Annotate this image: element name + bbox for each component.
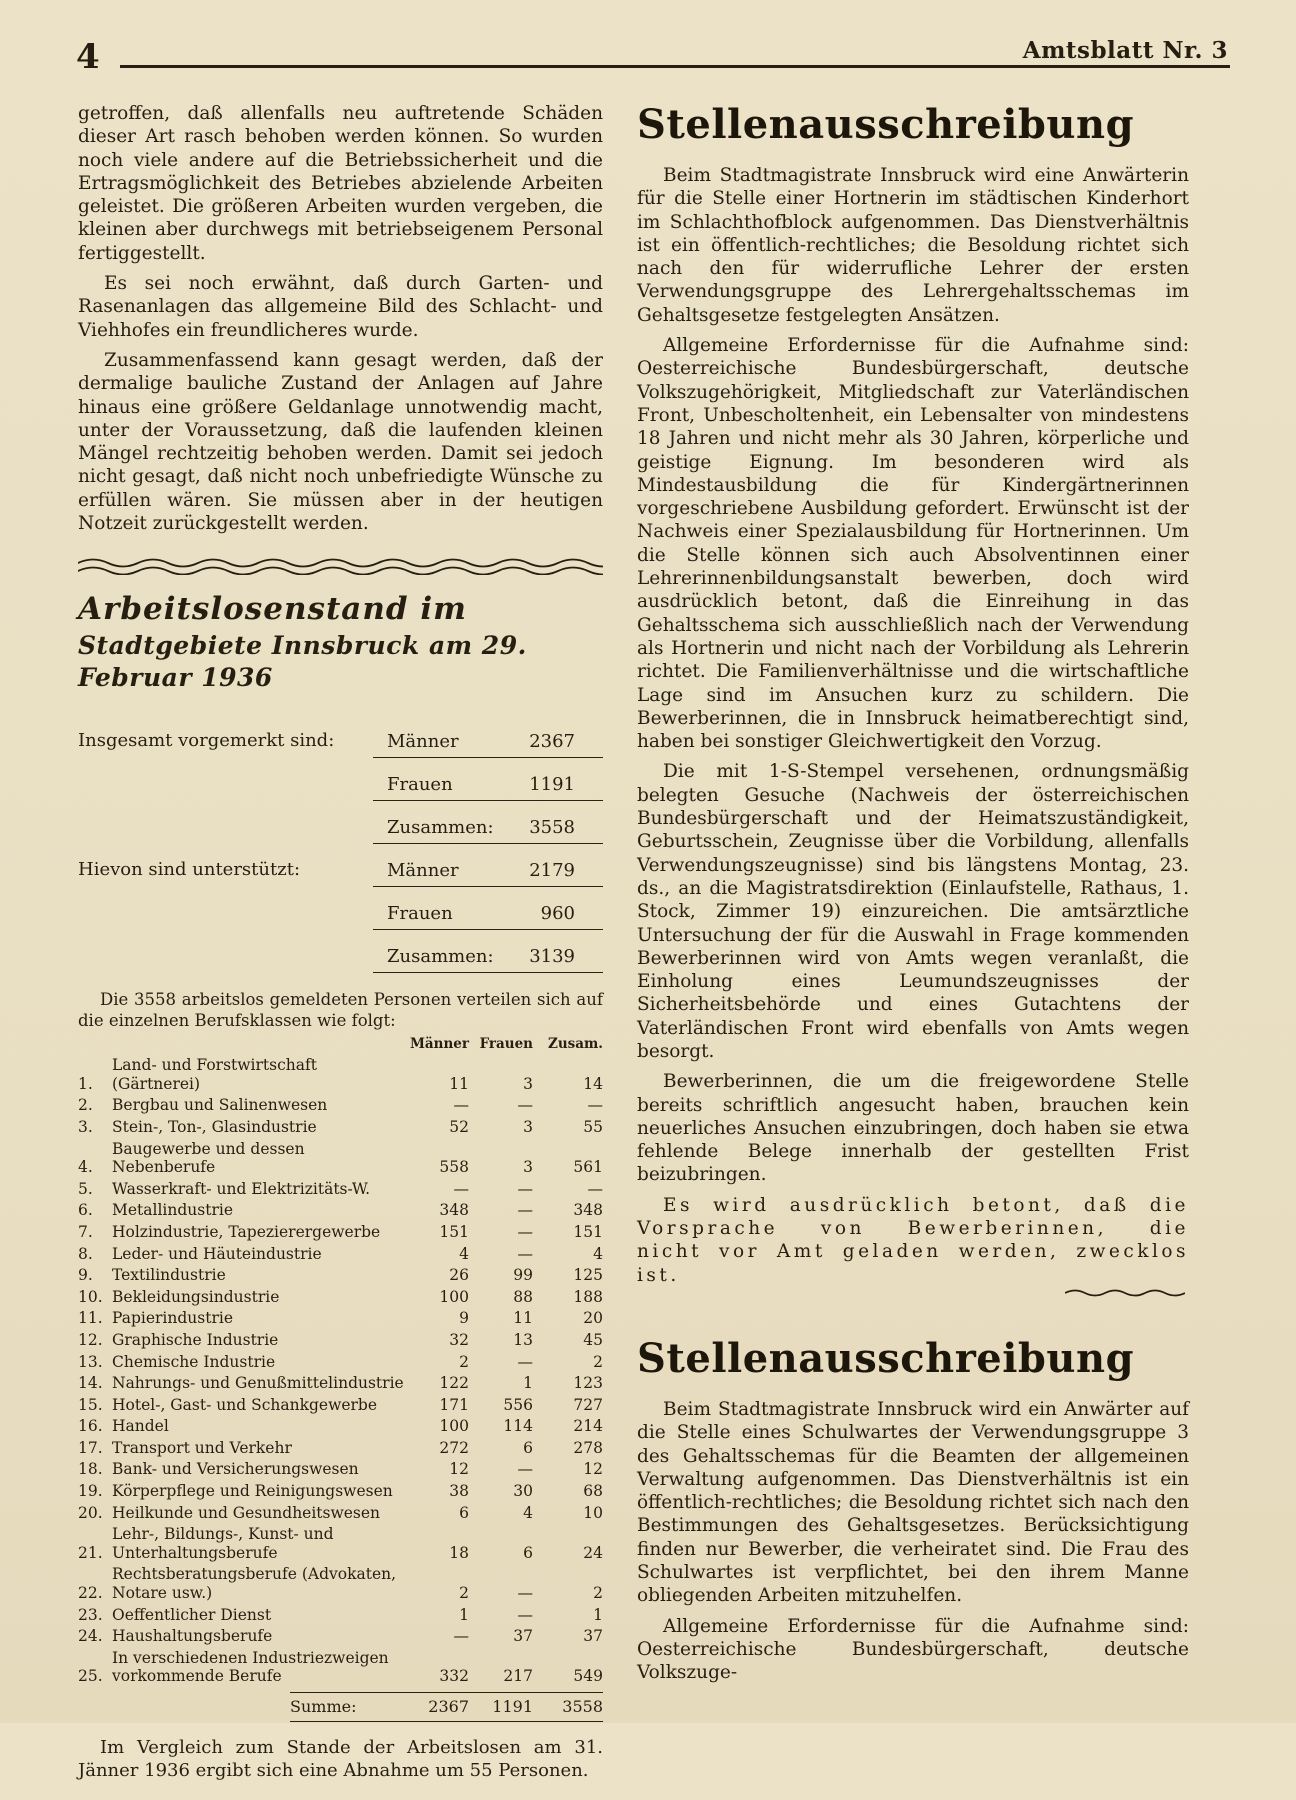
value-frauen: — bbox=[517, 1179, 533, 1198]
occupation-row bbox=[78, 1604, 603, 1626]
value-maenner: 12 bbox=[449, 1460, 469, 1479]
occupation-row bbox=[78, 1243, 603, 1265]
occupation-row bbox=[78, 1308, 603, 1330]
summary-row-label: Hievon sind unterstützt: bbox=[78, 858, 301, 880]
occupation-row bbox=[78, 1416, 603, 1438]
value-zusammen: 123 bbox=[573, 1374, 603, 1393]
summary-value-name: Frauen bbox=[387, 773, 453, 795]
occupation-row bbox=[78, 1200, 603, 1222]
occupation-label: Rechtsberatungsberufe (Advokaten, Notare usw.) bbox=[112, 1565, 397, 1603]
sum-row bbox=[290, 1692, 603, 1722]
announcement-paragraph: Allgemeine Erfordernisse für die Aufnahme sind: Oesterreichische Bundesbürgerschaft, deutsche Volkszuge- bbox=[637, 1615, 1189, 1684]
occupation-row bbox=[78, 1394, 603, 1416]
row-number: 15. bbox=[78, 1395, 103, 1414]
value-maenner: 4 bbox=[459, 1244, 469, 1263]
sum-frauen: 1191 bbox=[492, 1696, 533, 1716]
value-zusammen: 2 bbox=[593, 1352, 603, 1371]
summary-row bbox=[78, 715, 603, 758]
announcement-paragraph: Beim Stadtmagistrate Innsbruck wird eine Anwärterin für die Stelle einer Hortnerin im städtischen Kinderhort im Schlachthofblock aufgenommen. Das Dienstverhältnis ist ein öffentlich-rechtliches; die Besoldung richtet sich nach den für widerrufliche Lehrer der ersten Verwendungsgruppe des Lehrergehaltsschemas im Gehaltsgesetze festgelegten Ansätzen. bbox=[637, 165, 1189, 326]
occupation-label: Papierindustrie bbox=[112, 1309, 234, 1328]
value-zusammen: 37 bbox=[583, 1627, 603, 1646]
value-zusammen: 45 bbox=[583, 1330, 603, 1349]
section-heading: Stellenausschreibung bbox=[637, 101, 1135, 148]
value-maenner: — bbox=[453, 1179, 469, 1198]
summary-row-label bbox=[78, 966, 373, 973]
occupation-table-header bbox=[78, 1036, 603, 1055]
occupation-label: Chemische Industrie bbox=[112, 1352, 276, 1371]
value-frauen: — bbox=[517, 1096, 533, 1115]
summary-value-number: 2179 bbox=[529, 859, 575, 881]
occupation-row bbox=[78, 1373, 603, 1395]
masthead bbox=[76, 30, 1230, 78]
value-frauen: 3 bbox=[523, 1117, 533, 1136]
value-frauen: 13 bbox=[513, 1330, 533, 1349]
value-frauen: 30 bbox=[513, 1482, 533, 1501]
value-frauen: 88 bbox=[513, 1287, 533, 1306]
occupation-row bbox=[78, 1459, 603, 1481]
occupation-row bbox=[78, 1116, 603, 1138]
left-paragraph-block bbox=[78, 102, 603, 535]
section-heading: Stellenausschreibung bbox=[637, 1334, 1135, 1382]
row-number: 18. bbox=[78, 1460, 103, 1479]
squiggle-divider bbox=[637, 1288, 1185, 1298]
sum-zusammen: 3558 bbox=[562, 1696, 603, 1716]
occupation-table bbox=[78, 1036, 603, 1688]
comparison-note: Im Vergleich zum Stande der Arbeitslosen am 31. Jänner 1936 ergibt sich eine Abnahme um 55 Personen. bbox=[78, 1736, 603, 1781]
occupation-label: In verschiedenen Industriezweigen vorkommende Berufe bbox=[112, 1648, 389, 1686]
row-number: 11. bbox=[78, 1309, 103, 1328]
value-maenner: 11 bbox=[449, 1074, 469, 1093]
occupation-row bbox=[78, 1437, 603, 1459]
occupation-row bbox=[78, 1524, 603, 1564]
summary-row bbox=[78, 887, 603, 930]
section-title-line1: Arbeitslosenstand im bbox=[78, 591, 467, 628]
value-frauen: — bbox=[517, 1460, 533, 1479]
occupation-row bbox=[78, 1221, 603, 1243]
occupation-label: Bekleidungsindustrie bbox=[112, 1287, 280, 1306]
left-paragraph: getroffen, daß allenfalls neu auftretende Schäden dieser Art rasch behoben werden können. So wurden noch viele andere auf die Betriebssicherheit und die Ertragsmöglichkeit des Betriebes abzielende Arbeiten geleistet. Die größeren Arbeiten wurden vergeben, die kleinen aber durchwegs mit betriebseigenem Personal fertiggestellt. bbox=[78, 103, 603, 264]
value-zusammen: 214 bbox=[573, 1417, 603, 1436]
value-frauen: 217 bbox=[503, 1667, 533, 1686]
value-maenner: 52 bbox=[449, 1117, 469, 1136]
occupation-row bbox=[78, 1626, 603, 1648]
value-maenner: 38 bbox=[449, 1482, 469, 1501]
value-zusammen: 125 bbox=[573, 1266, 603, 1285]
occupation-table-body bbox=[78, 1055, 603, 1688]
row-number: 21. bbox=[78, 1543, 103, 1562]
value-frauen: 37 bbox=[513, 1627, 533, 1646]
value-maenner: 1 bbox=[459, 1605, 469, 1624]
announcement-paragraph: Beim Stadtmagistrate Innsbruck wird ein Anwärter auf die Stelle eines Schulwartes der Verwendungsgruppe 3 des Gehaltsschemas für die Beamten der allgemeinen Verwaltung aufgenommen. Das Dienstverhältnis ist ein öffentlich-rechtliches; die Besoldung richtet sich nach den Bestimmungen des Gehaltsgesetzes. Berücksichtigung finden nur Bewerber, die verheiratet sind. Die Frau des Schulwartes ist verpflichtet, bei den ihrem Manne obliegenden Arbeiten mitzuhelfen. bbox=[637, 1398, 1189, 1607]
occupation-row bbox=[78, 1265, 603, 1287]
value-zusammen: — bbox=[587, 1096, 603, 1115]
summary-row-label bbox=[78, 923, 373, 930]
column-header-frauen: Frauen bbox=[479, 1035, 533, 1052]
value-zusammen: 24 bbox=[583, 1543, 603, 1562]
summary-row-value bbox=[373, 731, 603, 758]
value-maenner: 332 bbox=[439, 1667, 469, 1686]
value-zusammen: 68 bbox=[583, 1482, 603, 1501]
row-number: 19. bbox=[78, 1482, 103, 1501]
value-frauen: 3 bbox=[523, 1074, 533, 1093]
value-maenner: 32 bbox=[449, 1330, 469, 1349]
announcement-paragraph: Die mit 1-S-Stempel versehenen, ordnungsmäßig belegten Gesuche (Nachweis der österreichischen Bundesbürgerschaft und der Heimatszuständigkeit, Geburtsschein, Zeugnisse über die Vorbildung, allenfalls Verwendungszeugnisse) sind bis längstens Montag, 23. ds., an die Magistratsdirektion (Einlaufstelle, Rathaus, 1. Stock, Zimmer 19) einzureichen. Die amtsärztliche Untersuchung der für die Auswahl in Frage kommenden Bewerberinnen wird von Amts wegen veranlaßt, die Einholung eines Leumundszeugnisses der Sicherheitsbehörde und eines Gutachtens der Vaterländischen Front wird ebenfalls von Amts wegen besorgt. bbox=[637, 761, 1189, 1062]
left-column bbox=[78, 102, 603, 1800]
occupation-label: Nahrungs- und Genußmittelindustrie bbox=[112, 1374, 404, 1393]
row-number: 14. bbox=[78, 1374, 103, 1393]
summary-row-value bbox=[373, 903, 603, 930]
value-frauen: 99 bbox=[513, 1266, 533, 1285]
row-number: 9. bbox=[78, 1266, 93, 1285]
value-frauen: — bbox=[517, 1605, 533, 1624]
summary-row-value bbox=[373, 860, 603, 887]
row-number: 5. bbox=[78, 1179, 93, 1198]
occupation-label: Baugewerbe und dessen Nebenberufe bbox=[112, 1139, 305, 1177]
value-frauen: 6 bbox=[523, 1438, 533, 1457]
value-maenner: — bbox=[453, 1096, 469, 1115]
occupation-label: Körperpflege und Reinigungswesen bbox=[112, 1482, 393, 1501]
row-number: 22. bbox=[78, 1584, 103, 1603]
summary-value-number: 3139 bbox=[529, 945, 575, 967]
occupation-row bbox=[78, 1481, 603, 1503]
row-number: 16. bbox=[78, 1417, 103, 1436]
summary-row-value bbox=[373, 774, 603, 801]
occupation-label: Bergbau und Salinenwesen bbox=[112, 1096, 328, 1115]
summary-row-label: Insgesamt vorgemerkt sind: bbox=[78, 729, 335, 751]
row-number: 12. bbox=[78, 1330, 103, 1349]
value-frauen: 11 bbox=[513, 1309, 533, 1328]
unemployment-summary bbox=[78, 715, 603, 973]
column-header-zusammen: Zusam. bbox=[547, 1035, 603, 1052]
summary-value-number: 1191 bbox=[529, 773, 575, 795]
page-number: 4 bbox=[76, 37, 100, 77]
value-maenner: 9 bbox=[459, 1309, 469, 1328]
value-maenner: 171 bbox=[439, 1395, 469, 1414]
summary-value-number: 960 bbox=[540, 902, 575, 924]
content-columns bbox=[78, 102, 1296, 1800]
row-number: 24. bbox=[78, 1627, 103, 1646]
sum-label: Summe: bbox=[290, 1696, 357, 1716]
header-spacer bbox=[78, 1036, 405, 1055]
value-maenner: — bbox=[453, 1627, 469, 1646]
summary-value-name: Zusammen: bbox=[387, 816, 494, 838]
value-zusammen: 549 bbox=[573, 1667, 603, 1686]
value-zusammen: 151 bbox=[573, 1222, 603, 1241]
value-maenner: 26 bbox=[449, 1266, 469, 1285]
occupation-label: Leder- und Häuteindustrie bbox=[112, 1244, 322, 1263]
occupation-row bbox=[78, 1329, 603, 1351]
section-title-line2: Stadtgebiete Innsbruck am 29. Februar 1936 bbox=[78, 630, 527, 693]
row-number: 25. bbox=[78, 1667, 103, 1686]
value-maenner: 100 bbox=[439, 1417, 469, 1436]
value-zusammen: 561 bbox=[573, 1158, 603, 1177]
row-number: 4. bbox=[78, 1158, 93, 1177]
occupation-label: Stein-, Ton-, Glasindustrie bbox=[112, 1117, 317, 1136]
value-frauen: 114 bbox=[503, 1417, 533, 1436]
value-frauen: 1 bbox=[523, 1374, 533, 1393]
summary-row-value bbox=[373, 817, 603, 844]
value-zusammen: 55 bbox=[583, 1117, 603, 1136]
occupation-row bbox=[78, 1286, 603, 1308]
summary-value-name: Männer bbox=[387, 730, 459, 752]
announcement-paragraph: Allgemeine Erfordernisse für die Aufnahme sind: Oesterreichische Bundesbürgerschaft, deutsche Volkszugehörigkeit, Mitgliedschaft zur Vaterländischen Front, Unbescholtenheit, ein Lebensalter von mindestens 18 Jahren und nicht mehr als 30 Jahren, körperliche und geistige Eignung. Im besonderen wird als Mindestausbildung die für Kindergärtnerinnen vorgeschriebene Ausbildung gefordert. Erwünscht ist der Nachweis einer Spezialausbildung für Hortnerinnen. Um die Stelle können sich auch Absolventinnen einer Lehrerinnenbildungsanstalt bewerben, doch wird ausdrücklich betont, daß die Einreihung in das Gehaltsschema sich ausschließlich nach der Verwendung als Hortnerin und nicht nach der Vorbildung als Lehrerin richtet. Die Familienverhältnisse und die wirtschaftliche Lage sind im Ansuchen kurz zu schildern. Die Bewerberinnen, die in Innsbruck heimatberechtigt sind, haben bei sonstiger Gleichwertigkeit den Vorzug. bbox=[637, 335, 1189, 753]
occupation-label: Oeffentlicher Dienst bbox=[112, 1605, 272, 1624]
value-maenner: 18 bbox=[449, 1543, 469, 1562]
announcement-paragraph: Bewerberinnen, die um die freigewordene Stelle bereits schriftlich angesucht haben, brauchen kein neuerliches Ansuchen einzubringen, doch haben sie etwa fehlende Belege innerhalb der gestellten Frist beizubringen. bbox=[637, 1071, 1189, 1186]
summary-row bbox=[78, 758, 603, 801]
value-zusammen: 4 bbox=[593, 1244, 603, 1263]
value-zusammen: 727 bbox=[573, 1395, 603, 1414]
value-frauen: — bbox=[517, 1352, 533, 1371]
occupation-label: Land- und Forstwirtschaft (Gärtnerei) bbox=[112, 1056, 317, 1093]
value-frauen: — bbox=[517, 1244, 533, 1263]
occupation-label: Bank- und Versicherungswesen bbox=[112, 1460, 359, 1479]
value-zusammen: 2 bbox=[593, 1584, 603, 1603]
row-number: 3. bbox=[78, 1117, 93, 1136]
value-maenner: 122 bbox=[439, 1374, 469, 1393]
occupation-label: Handel bbox=[112, 1417, 169, 1436]
row-number: 8. bbox=[78, 1244, 93, 1263]
occupation-label: Metallindustrie bbox=[112, 1201, 233, 1220]
occupation-label: Hotel-, Gast- und Schankgewerbe bbox=[112, 1395, 378, 1414]
row-number: 20. bbox=[78, 1503, 103, 1522]
column-header-maenner: Männer bbox=[409, 1035, 469, 1052]
occupation-label: Textilindustrie bbox=[112, 1266, 226, 1285]
row-number: 6. bbox=[78, 1201, 93, 1220]
summary-value-number: 2367 bbox=[529, 730, 575, 752]
occupation-label: Lehr-, Bildungs-, Kunst- und Unterhaltungsberufe bbox=[112, 1525, 334, 1562]
value-frauen: 6 bbox=[523, 1543, 533, 1562]
occupation-label: Transport und Verkehr bbox=[112, 1438, 292, 1457]
wavy-divider bbox=[78, 557, 603, 575]
masthead-title: Amtsblatt Nr. 3 bbox=[1022, 37, 1228, 64]
occupation-row bbox=[78, 1055, 603, 1095]
sum-maenner: 2367 bbox=[428, 1696, 469, 1716]
row-number: 13. bbox=[78, 1352, 103, 1371]
value-frauen: — bbox=[517, 1222, 533, 1241]
value-frauen: 3 bbox=[523, 1158, 533, 1177]
summary-row-label bbox=[78, 794, 373, 801]
summary-value-name: Männer bbox=[387, 859, 459, 881]
value-frauen: 556 bbox=[503, 1395, 533, 1414]
table-intro: Die 3558 arbeitslos gemeldeten Personen verteilen sich auf die einzelnen Berufsklassen wie folgt: bbox=[78, 989, 603, 1031]
announcement-paragraph: Es wird ausdrücklich betont, daß die Vorsprache von Bewerberinnen, die nicht vor Amt geladen werden, zwecklos ist. bbox=[637, 1194, 1189, 1286]
value-maenner: 151 bbox=[439, 1222, 469, 1241]
occupation-row bbox=[78, 1502, 603, 1524]
value-maenner: 272 bbox=[439, 1438, 469, 1457]
value-maenner: 100 bbox=[439, 1287, 469, 1306]
value-zusammen: 188 bbox=[573, 1287, 603, 1306]
summary-value-number: 3558 bbox=[529, 816, 575, 838]
summary-value-name: Zusammen: bbox=[387, 945, 494, 967]
value-zusammen: 20 bbox=[583, 1309, 603, 1328]
occupation-label: Haushaltungsberufe bbox=[112, 1627, 273, 1646]
summary-value-name: Frauen bbox=[387, 902, 453, 924]
summary-row-label bbox=[78, 837, 373, 844]
value-maenner: 2 bbox=[459, 1352, 469, 1371]
masthead-rule bbox=[120, 65, 1230, 68]
value-maenner: 558 bbox=[439, 1158, 469, 1177]
occupation-row bbox=[78, 1647, 603, 1687]
row-number: 10. bbox=[78, 1287, 103, 1306]
value-zusammen: 10 bbox=[583, 1503, 603, 1522]
left-paragraph: Zusammenfassend kann gesagt werden, daß der dermalige bauliche Zustand der Anlagen auf Jahre hinaus eine größere Geldanlage unnotwendig macht, unter der Voraussetzung, daß die laufenden kleinen Mängel rechtzeitig behoben werden. Damit sei jedoch nicht gesagt, daß nicht noch unbefriedigte Wünsche zu erfüllen wären. Sie müssen aber in der heutigen Notzeit zurückgestellt werden. bbox=[78, 349, 603, 535]
occupation-label: Wasserkraft- und Elektrizitäts-W. bbox=[112, 1179, 371, 1198]
occupation-label: Holzindustrie, Tapezierergewerbe bbox=[112, 1222, 381, 1241]
occupation-row bbox=[78, 1564, 603, 1604]
value-frauen: — bbox=[517, 1584, 533, 1603]
row-number: 17. bbox=[78, 1438, 103, 1457]
row-number: 23. bbox=[78, 1605, 103, 1624]
section-title bbox=[78, 589, 603, 694]
right-column bbox=[637, 102, 1189, 1800]
value-maenner: 348 bbox=[439, 1201, 469, 1220]
occupation-row bbox=[78, 1351, 603, 1373]
summary-row bbox=[78, 930, 603, 973]
row-number: 7. bbox=[78, 1222, 93, 1241]
value-zusammen: 14 bbox=[583, 1074, 603, 1093]
occupation-label: Graphische Industrie bbox=[112, 1330, 279, 1349]
occupation-row bbox=[78, 1095, 603, 1117]
row-number: 2. bbox=[78, 1096, 93, 1115]
value-zusammen: 1 bbox=[593, 1605, 603, 1624]
value-maenner: 2 bbox=[459, 1584, 469, 1603]
value-zusammen: 12 bbox=[583, 1460, 603, 1479]
value-zusammen: 278 bbox=[573, 1438, 603, 1457]
occupation-label: Heilkunde und Gesundheitswesen bbox=[112, 1503, 381, 1522]
left-paragraph: Es sei noch erwähnt, daß durch Garten- und Rasenanlagen das allgemeine Bild des Schlacht- und Viehhofes ein freundlicheres wurde. bbox=[78, 273, 603, 341]
value-maenner: 6 bbox=[459, 1503, 469, 1522]
value-zusammen: — bbox=[587, 1179, 603, 1198]
occupation-row bbox=[78, 1178, 603, 1200]
summary-row bbox=[78, 844, 603, 887]
value-frauen: — bbox=[517, 1201, 533, 1220]
summary-row-value bbox=[373, 946, 603, 973]
summary-row bbox=[78, 801, 603, 844]
value-frauen: 4 bbox=[523, 1503, 533, 1522]
occupation-row bbox=[78, 1138, 603, 1178]
value-zusammen: 348 bbox=[573, 1201, 603, 1220]
row-number: 1. bbox=[78, 1074, 93, 1093]
